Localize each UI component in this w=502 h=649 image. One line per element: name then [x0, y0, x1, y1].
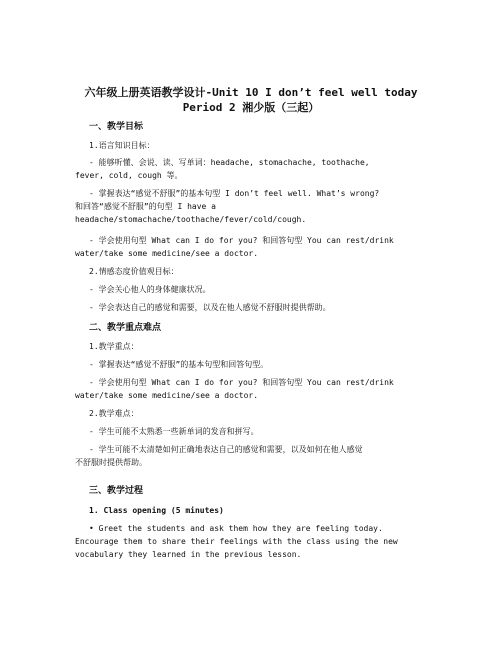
s1-bullet1-cont: fever, cold, cough 等。	[75, 171, 183, 180]
s3-bullet1-cont1: Encourage them to share their feelings with the class using the new	[75, 537, 398, 546]
s1-bullet1: - 能够听懂、会说、读、写单词：headache, stomachache, toothache,	[89, 158, 370, 167]
section1-heading: 一、教学目标	[89, 122, 144, 132]
s1-bullet2: - 掌握表达“感觉不舒服”的基本句型 I don’t feel well. What’s wrong?	[89, 189, 380, 198]
s1-bullet2-cont2: headache/stomachache/toothache/fever/cold/cough.	[75, 215, 307, 224]
s2-bullet2: - 学会使用句型 What can I do for you? 和回答句型 You can rest/drink	[89, 378, 394, 387]
s3-bullet1-cont2: vocabulary they learned in the previous lesson.	[75, 550, 302, 559]
s1-item2: 2.情感态度价值观目标：	[89, 267, 179, 276]
s2-item1: 1.教学重点：	[89, 342, 139, 351]
section3-heading: 三、教学过程	[89, 486, 144, 496]
s2-bullet4: - 学生可能不太清楚如何正确地表达自己的感觉和需要，以及如何在他人感觉	[89, 445, 363, 454]
s1-item1: 1.语言知识目标：	[89, 141, 155, 150]
s2-bullet3: - 学生可能不太熟悉一些新单词的发音和拼写。	[89, 427, 259, 436]
s2-bullet2-cont: water/take some medicine/see a doctor.	[75, 391, 259, 400]
s2-item2: 2.教学难点：	[89, 409, 139, 418]
section2-heading: 二、教学重点难点	[89, 323, 162, 333]
doc-title-line1: 六年级上册英语教学设计-Unit 10 I don’t feel well today	[84, 86, 418, 99]
s3-bullet1: • Greet the students and ask them how they are feeling today.	[89, 524, 383, 533]
s3-step1: 1. Class opening (5 minutes)	[89, 506, 224, 515]
s2-bullet4-cont: 不舒服时提供帮助。	[75, 458, 147, 467]
s1-bullet5: - 学会表达自己的感觉和需要，以及在他人感觉不舒服时提供帮助。	[89, 303, 331, 312]
s2-bullet1: - 掌握表达“感觉不舒服”的基本句型和回答句型。	[89, 360, 269, 369]
s1-bullet3: - 学会使用句型 What can I do for you? 和回答句型 You can rest/drink	[89, 236, 394, 245]
s1-bullet4: - 学会关心他人的身体健康状况。	[89, 285, 211, 294]
s1-bullet3-cont: water/take some medicine/see a doctor.	[75, 249, 259, 258]
doc-title-line2: Period 2 湘少版（三起）	[182, 101, 320, 114]
s1-bullet2-cont1: 和回答“感觉不舒服”的句型 I have a	[75, 202, 216, 211]
